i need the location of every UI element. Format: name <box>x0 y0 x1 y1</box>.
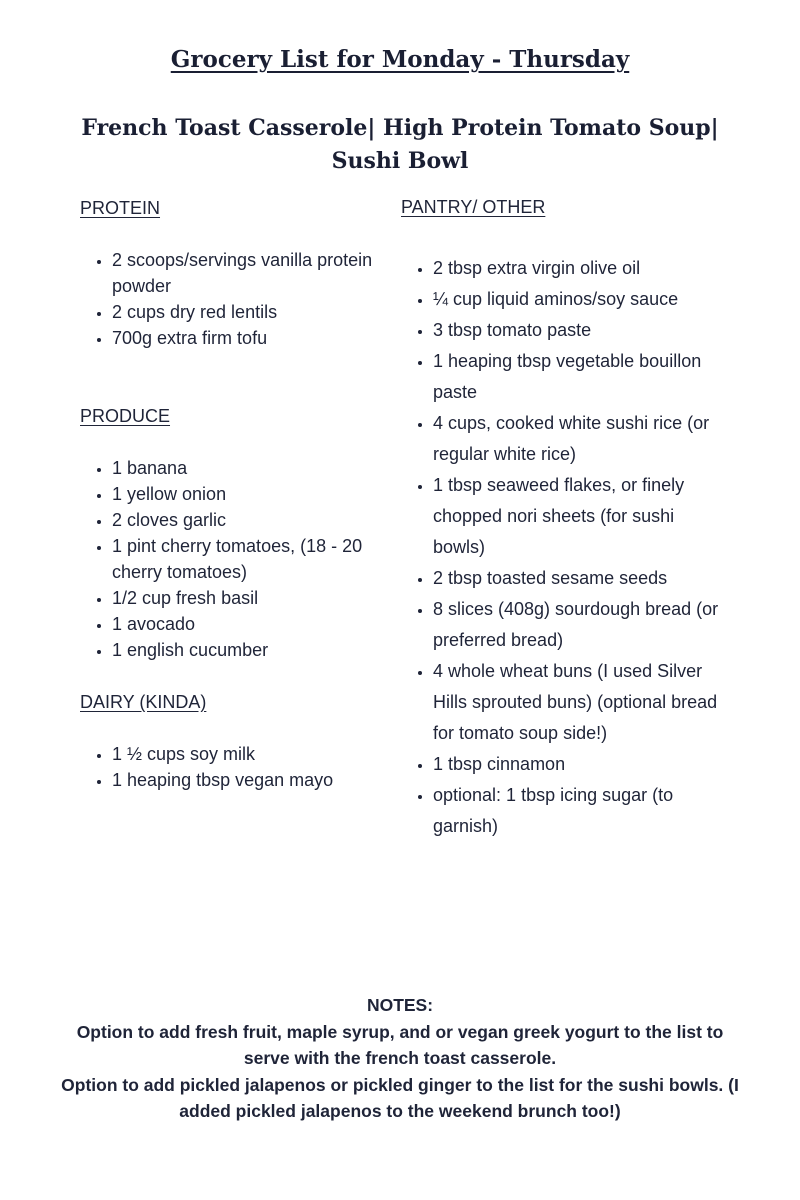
list-item: • ¼ cup liquid aminos/soy sauce <box>433 284 731 315</box>
protein-list <box>80 247 380 351</box>
notes-label: NOTES: <box>366 995 434 1015</box>
dairy-list <box>80 741 380 793</box>
list-item: • 2 scoops/servings vanilla protein powder <box>112 247 380 299</box>
list-item: • 1/2 cup fresh basil <box>112 585 380 611</box>
pantry-list <box>401 253 731 842</box>
list-item: • 2 tbsp extra virgin olive oil <box>433 253 731 284</box>
list-item: • 700g extra firm tofu <box>112 325 380 351</box>
dairy-section <box>80 689 380 793</box>
list-item: • 4 whole wheat buns (I used Silver Hills sprouted buns) (optional bread for tomato soup side!) <box>433 656 731 749</box>
notes-line: Option to add pickled jalapenos or pickled ginger to the list for the sushi bowls. (I added pickled jalapenos to the weekend brunch too!) <box>61 1074 739 1121</box>
list-item: • 1 avocado <box>112 611 380 637</box>
list-item: • 1 banana <box>112 455 380 481</box>
list-item: • 8 slices (408g) sourdough bread (or preferred bread) <box>433 594 731 656</box>
list-item: • 1 tbsp cinnamon <box>433 749 731 780</box>
list-item: • 2 cloves garlic <box>112 507 380 533</box>
list-item: • 1 english cucumber <box>112 637 380 663</box>
produce-list <box>80 455 380 663</box>
list-item: • 1 yellow onion <box>112 481 380 507</box>
list-item: • 2 cups dry red lentils <box>112 299 380 325</box>
list-item: • 3 tbsp tomato paste <box>433 315 731 346</box>
produce-section <box>80 403 380 663</box>
list-item: • 1 tbsp seaweed flakes, or finely chopped nori sheets (for sushi bowls) <box>433 470 731 563</box>
list-item: • 1 heaping tbsp vegetable bouillon paste <box>433 346 731 408</box>
list-item: • 2 tbsp toasted sesame seeds <box>433 563 731 594</box>
protein-heading: PROTEIN <box>80 198 161 218</box>
dairy-heading: DAIRY (KINDA) <box>80 692 207 712</box>
page-subtitle: French Toast Casserole| High Protein Tomato Soup| Sushi Bowl <box>81 115 719 174</box>
notes-section <box>60 992 740 1125</box>
pantry-section <box>401 194 731 842</box>
list-item: • 1 heaping tbsp vegan mayo <box>112 767 380 793</box>
notes-line: Option to add fresh fruit, maple syrup, and or vegan greek yogurt to the list to serve with the french toast casserole. <box>76 1021 724 1068</box>
page-title: Grocery List for Monday - Thursday <box>170 46 630 73</box>
pantry-heading: PANTRY/ OTHER <box>401 197 546 217</box>
produce-heading: PRODUCE <box>80 406 171 426</box>
list-item: • optional: 1 tbsp icing sugar (to garnish) <box>433 780 731 842</box>
list-item: • 4 cups, cooked white sushi rice (or regular white rice) <box>433 408 731 470</box>
list-item: • 1 ½ cups soy milk <box>112 741 380 767</box>
list-item: • 1 pint cherry tomatoes, (18 - 20 cherry tomatoes) <box>112 533 380 585</box>
protein-section <box>80 195 380 351</box>
